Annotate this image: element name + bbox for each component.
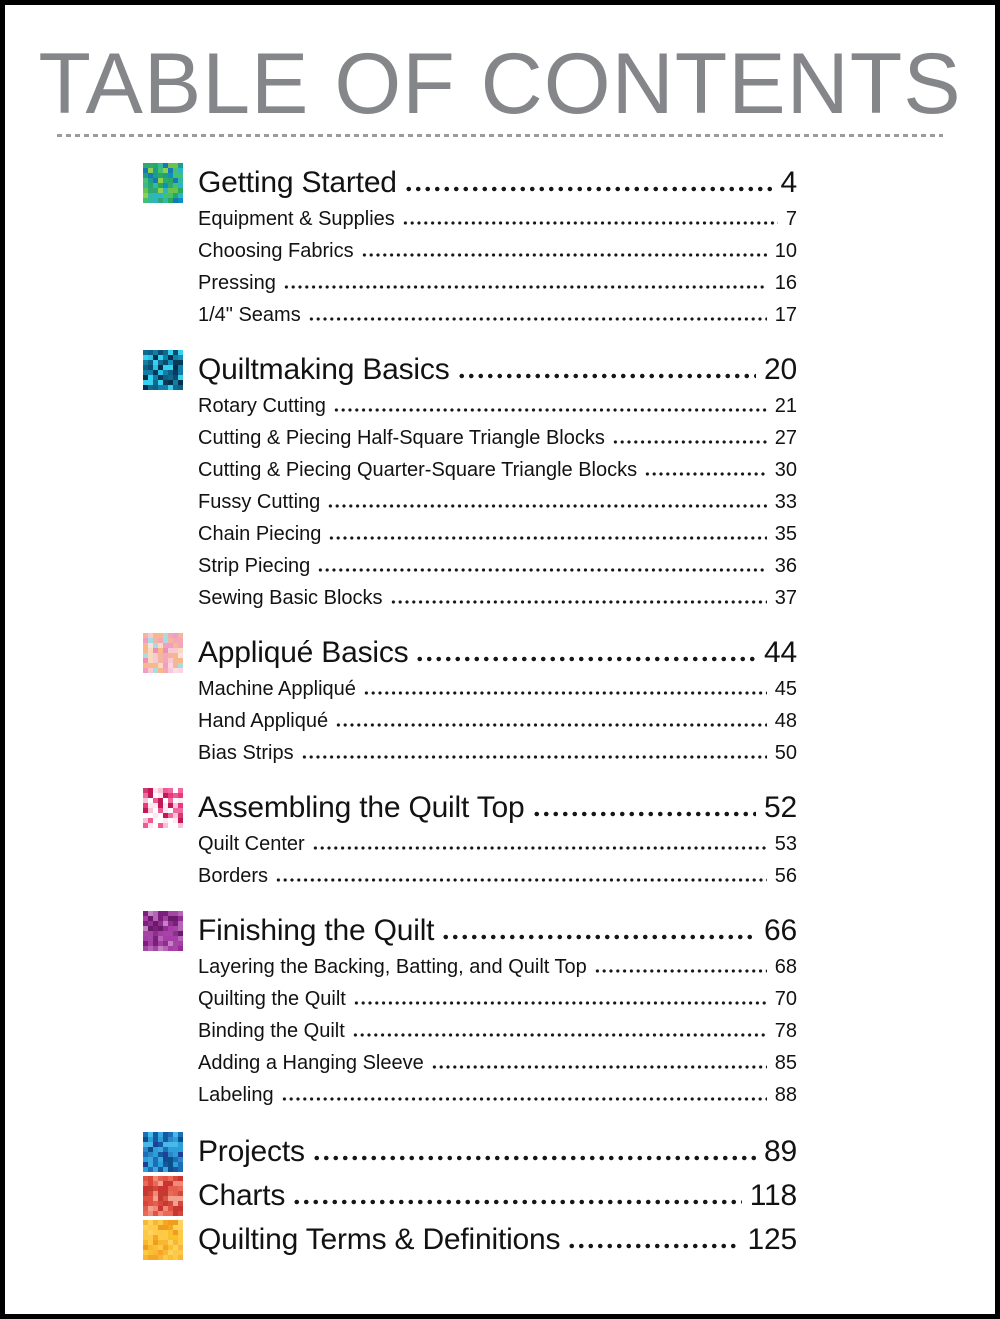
dot-leader [431, 1065, 767, 1069]
blue-quilt-swatch-icon [143, 350, 183, 390]
toc-page-number: 66 [764, 914, 797, 947]
toc-subentry-label: Chain Piecing [198, 523, 322, 545]
toc-subentry-label: Quilting the Quilt [198, 988, 346, 1010]
toc-subentry [198, 550, 797, 582]
toc-section [143, 1130, 797, 1174]
toc-page-number: 35 [774, 523, 797, 545]
toc-subentry-label: Machine Appliqué [198, 678, 356, 700]
toc-page-number: 45 [774, 678, 797, 700]
toc-subentry-label: Quilt Center [198, 833, 305, 855]
toc-section-heading [143, 633, 797, 673]
toc-heading-label: Getting Started [198, 166, 397, 199]
toc-page-number: 68 [774, 956, 797, 978]
toc-page-number: 50 [774, 742, 797, 764]
toc-subentry [198, 267, 797, 299]
toc-subentry [198, 582, 797, 614]
toc-section-heading [143, 788, 797, 828]
toc-subentry [198, 486, 797, 518]
dot-leader [457, 373, 757, 379]
toc-section-heading [143, 163, 797, 203]
toc-section [143, 1174, 797, 1218]
toc-subentry [198, 705, 797, 737]
dot-leader [283, 285, 767, 289]
toc-heading-label: Projects [198, 1135, 305, 1168]
toc-subentry [198, 1015, 797, 1047]
toc-page-number: 21 [774, 395, 797, 417]
toc-section [143, 633, 797, 769]
dashed-divider [57, 134, 943, 137]
dot-leader [281, 1097, 767, 1101]
toc-subentry-label: Borders [198, 865, 269, 887]
toc-page-number: 53 [774, 833, 797, 855]
dot-leader [361, 253, 767, 257]
toc-section [143, 788, 797, 892]
dot-leader [335, 723, 767, 727]
toc-page-number: 7 [785, 208, 797, 230]
toc-heading-label: Charts [198, 1179, 286, 1212]
toc-subentry-label: Sewing Basic Blocks [198, 587, 383, 609]
dot-leader [363, 691, 767, 695]
dot-leader [594, 969, 767, 973]
toc-page-number: 56 [774, 865, 797, 887]
toc-subentry-label: Cutting & Piecing Half-Square Triangle Blocks [198, 427, 605, 449]
green-quilt-swatch-icon [143, 163, 183, 203]
toc-page-number: 44 [764, 636, 797, 669]
dot-leader [312, 1155, 756, 1161]
toc-subentry-label: Equipment & Supplies [198, 208, 395, 230]
toc-subentry [198, 1079, 797, 1111]
toc-subentry [198, 951, 797, 983]
toc-page-number: 70 [774, 988, 797, 1010]
toc-page-number: 27 [774, 427, 797, 449]
toc-page-number: 88 [774, 1084, 797, 1106]
toc-subentry-label: Labeling [198, 1084, 274, 1106]
toc-subentry-label: Bias Strips [198, 742, 294, 764]
toc-page-number: 10 [774, 240, 797, 262]
dot-leader [312, 846, 767, 850]
dot-leader [327, 504, 766, 508]
toc-subentry-label: Hand Appliqué [198, 710, 329, 732]
toc-page-number: 4 [780, 166, 797, 199]
toc-heading-label: Quiltmaking Basics [198, 353, 450, 386]
toc-section [143, 163, 797, 331]
toc-subentry [198, 673, 797, 705]
toc-subentry [198, 454, 797, 486]
dot-leader [612, 440, 767, 444]
toc-page-number: 78 [774, 1020, 797, 1042]
dot-leader [275, 878, 767, 882]
toc-page-number: 17 [774, 304, 797, 326]
toc-section-heading [143, 1130, 797, 1174]
toc-heading-label: Finishing the Quilt [198, 914, 435, 947]
toc-subentry-label: 1/4" Seams [198, 304, 301, 326]
toc-subentry-label: Cutting & Piecing Quarter-Square Triangle Blocks [198, 459, 638, 481]
dot-leader [328, 536, 766, 540]
toc-heading-label: Appliqué Basics [198, 636, 409, 669]
toc-page-number: 125 [747, 1223, 797, 1256]
toc-subentry [198, 737, 797, 769]
toc-subentry [198, 235, 797, 267]
toc-subentry-label: Binding the Quilt [198, 1020, 345, 1042]
toc-page-number: 118 [749, 1179, 797, 1212]
toc-subentry [198, 828, 797, 860]
dot-leader [644, 472, 767, 476]
dot-leader [415, 656, 756, 662]
toc-subentry [198, 422, 797, 454]
dot-leader [301, 755, 767, 759]
toc-subentry-label: Rotary Cutting [198, 395, 326, 417]
toc-page-number: 20 [764, 353, 797, 386]
dot-leader [532, 811, 757, 817]
toc-section-heading [143, 1218, 797, 1262]
toc-page-number: 30 [774, 459, 797, 481]
toc-section-heading [143, 350, 797, 390]
dot-leader [441, 934, 756, 940]
toc-heading-label: Quilting Terms & Definitions [198, 1223, 561, 1256]
dot-leader [292, 1199, 742, 1205]
toc-page-number: 16 [774, 272, 797, 294]
toc-page-number: 37 [774, 587, 797, 609]
dot-leader [402, 221, 778, 225]
toc-page-number: 85 [774, 1052, 797, 1074]
toc-section-heading [143, 911, 797, 951]
toc-subentry-label: Fussy Cutting [198, 491, 321, 513]
toc-section [143, 350, 797, 614]
dot-leader [352, 1033, 767, 1037]
toc-subentry-label: Strip Piecing [198, 555, 311, 577]
dot-leader [308, 317, 767, 321]
toc-subentry-label: Choosing Fabrics [198, 240, 354, 262]
page-title: TABLE OF CONTENTS [38, 36, 962, 132]
toc-heading-label: Assembling the Quilt Top [198, 791, 525, 824]
dot-leader [404, 186, 773, 192]
toc-subentry [198, 299, 797, 331]
toc-subentry-label: Pressing [198, 272, 276, 294]
toc-section [143, 1218, 797, 1262]
dot-leader [353, 1001, 767, 1005]
toc-page-number: 48 [774, 710, 797, 732]
toc-subentry [198, 983, 797, 1015]
red-quilt-swatch-icon [143, 1176, 183, 1216]
toc-subentry [198, 203, 797, 235]
toc-subentry [198, 860, 797, 892]
toc-page-number: 36 [774, 555, 797, 577]
toc-subentry [198, 1047, 797, 1079]
blue-projects-quilt-swatch-icon [143, 1132, 183, 1172]
toc-subentry [198, 390, 797, 422]
purple-quilt-swatch-icon [143, 911, 183, 951]
dot-leader [333, 408, 767, 412]
toc-section [143, 911, 797, 1111]
pastel-quilt-swatch-icon [143, 633, 183, 673]
dot-leader [317, 568, 766, 572]
toc-page-number: 33 [774, 491, 797, 513]
toc-page-number: 89 [764, 1135, 797, 1168]
toc-page-number: 52 [764, 791, 797, 824]
toc-subentry-label: Adding a Hanging Sleeve [198, 1052, 424, 1074]
toc-subentry-label: Layering the Backing, Batting, and Quilt Top [198, 956, 587, 978]
toc [143, 163, 797, 1262]
yellow-quilt-swatch-icon [143, 1220, 183, 1260]
dot-leader [567, 1243, 739, 1249]
dot-leader [390, 600, 767, 604]
toc-subentry [198, 518, 797, 550]
pink-quilt-swatch-icon [143, 788, 183, 828]
toc-section-heading [143, 1174, 797, 1218]
